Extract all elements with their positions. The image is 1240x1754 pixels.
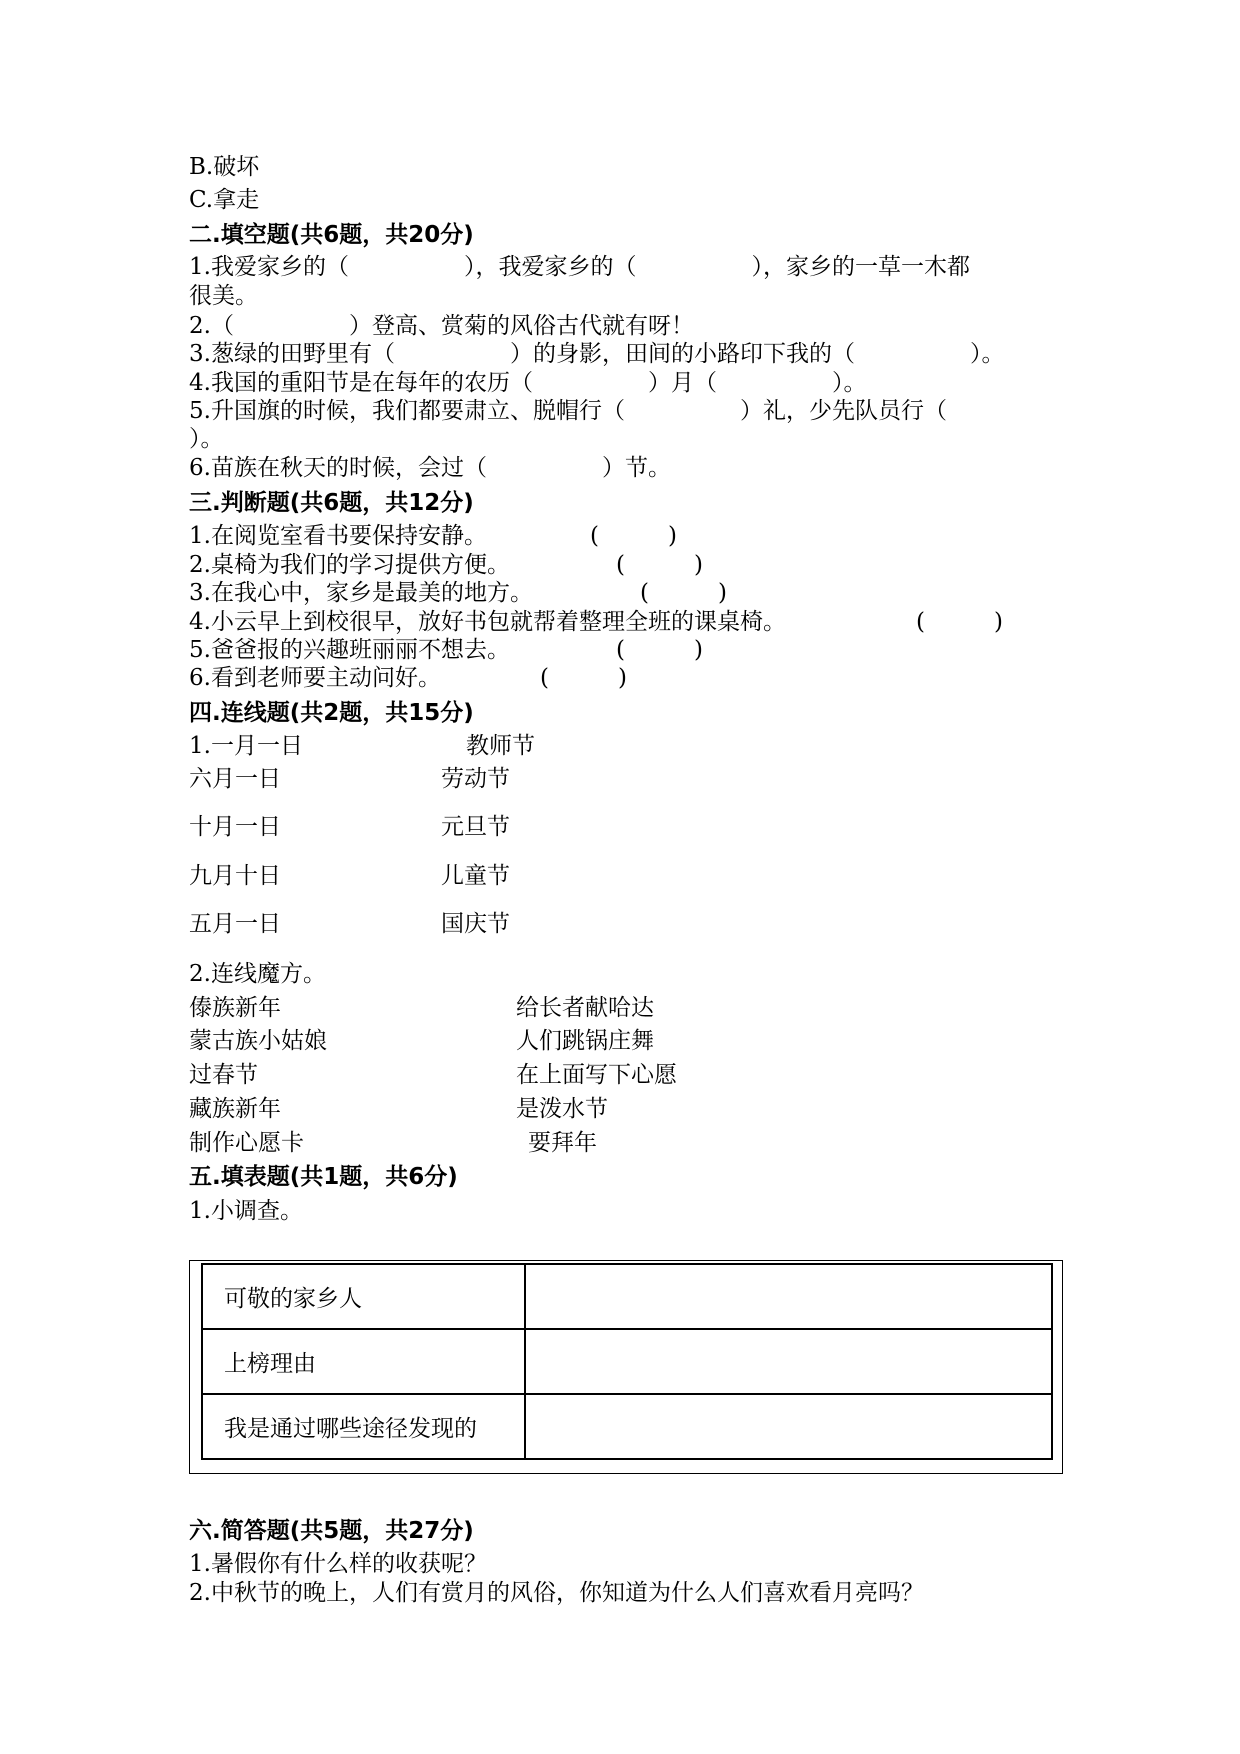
true-false-item: 5.爸爸报的兴趣班丽丽不想去。 [189, 637, 510, 663]
fill-blank-item: ）。 [189, 426, 224, 452]
true-false-item: 1.在阅览室看书要保持安静。 [189, 523, 487, 549]
matching-right-item: 要拜年 [528, 1130, 597, 1156]
true-false-item: 6.看到老师要主动问好。 [189, 665, 441, 691]
fill-blank-item: 4.我国的重阳节是在每年的农历（ ）月（ ）。 [189, 370, 867, 396]
matching-left-item: 藏族新年 [189, 1096, 281, 1122]
fill-blank-item: 6.苗族在秋天的时候，会过（ ）节。 [189, 455, 671, 481]
section-title-short-answer: 六.简答题(共5题，共27分) [189, 1518, 474, 1544]
short-answer-item: 1.暑假你有什么样的收获呢？ [189, 1551, 487, 1577]
fill-blank-item: 很美。 [189, 283, 258, 309]
table-row-label: 我是通过哪些途径发现的 [202, 1394, 525, 1459]
choice-option-b: B.破坏 [189, 154, 260, 180]
table-row [202, 1394, 1052, 1459]
matching-left-item: 1.一月一日 [189, 733, 303, 759]
table-answer-cell[interactable] [525, 1264, 1052, 1329]
matching-right-item: 是泼水节 [516, 1096, 608, 1122]
matching-left-item: 六月一日 [189, 766, 281, 792]
matching-left-item: 九月十日 [189, 863, 281, 889]
true-false-item: 4.小云早上到校很早，放好书包就帮着整理全班的课桌椅。 [189, 609, 786, 635]
answer-paren: ( ) [616, 552, 703, 578]
matching-right-item: 国庆节 [441, 911, 510, 937]
answer-paren: ( ) [916, 609, 1003, 635]
table-row-label: 上榜理由 [202, 1329, 525, 1394]
short-answer-item: 2.中秋节的晚上，人们有赏月的风俗，你知道为什么人们喜欢看月亮吗？ [189, 1580, 924, 1606]
answer-paren: ( ) [540, 665, 627, 691]
true-false-item: 2.桌椅为我们的学习提供方便。 [189, 552, 510, 578]
matching-q2-label: 2.连线魔方。 [189, 961, 326, 987]
matching-right-item: 人们跳锅庄舞 [516, 1028, 654, 1054]
answer-paren: ( ) [640, 580, 727, 606]
choice-option-c: C.拿走 [189, 187, 260, 213]
fill-blank-item: 3.葱绿的田野里有（ ）的身影，田间的小路印下我的（ ）。 [189, 341, 1005, 367]
table-row [202, 1329, 1052, 1394]
matching-right-item: 教师节 [466, 733, 535, 759]
table-answer-cell[interactable] [525, 1329, 1052, 1394]
matching-right-item: 劳动节 [441, 766, 510, 792]
matching-right-item: 给长者献哈达 [516, 995, 654, 1021]
section-title-fill-blank: 二.填空题(共6题，共20分) [189, 222, 474, 248]
section-title-true-false: 三.判断题(共6题，共12分) [189, 490, 474, 516]
matching-right-item: 儿童节 [441, 863, 510, 889]
matching-left-item: 十月一日 [189, 814, 281, 840]
table-row [202, 1264, 1052, 1329]
fill-blank-item: 5.升国旗的时候，我们都要肃立、脱帽行（ ）礼，少先队员行（ [189, 398, 947, 424]
answer-paren: ( ) [616, 637, 703, 663]
fill-blank-item: 2.（ ）登高、赏菊的风俗古代就有呀！ [189, 313, 694, 339]
true-false-item: 3.在我心中，家乡是最美的地方。 [189, 580, 533, 606]
table-row-label: 可敬的家乡人 [202, 1264, 525, 1329]
matching-right-item: 在上面写下心愿 [516, 1062, 677, 1088]
survey-table [201, 1263, 1053, 1460]
matching-left-item: 傣族新年 [189, 995, 281, 1021]
matching-right-item: 元旦节 [441, 814, 510, 840]
matching-left-item: 五月一日 [189, 911, 281, 937]
matching-left-item: 过春节 [189, 1062, 258, 1088]
fill-blank-item: 1.我爱家乡的（ ），我爱家乡的（ ），家乡的一草一木都 [189, 254, 970, 280]
section-title-table: 五.填表题(共1题，共6分) [189, 1164, 458, 1190]
answer-paren: ( ) [590, 523, 677, 549]
section-title-matching: 四.连线题(共2题，共15分) [189, 700, 474, 726]
matching-left-item: 蒙古族小姑娘 [189, 1028, 327, 1054]
table-question: 1.小调查。 [189, 1198, 303, 1224]
matching-left-item: 制作心愿卡 [189, 1130, 304, 1156]
table-answer-cell[interactable] [525, 1394, 1052, 1459]
